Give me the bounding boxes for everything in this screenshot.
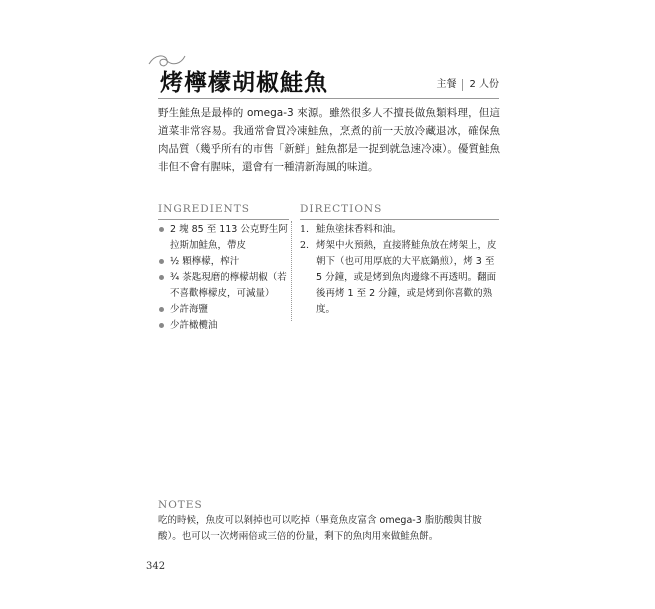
column-divider xyxy=(291,221,292,321)
ingredient-item xyxy=(158,270,289,302)
notes-heading: NOTES xyxy=(158,499,203,511)
recipe-intro: 野生鮭魚是最棒的 omega-3 來源。雖然很多人不擅長做魚類料理，但這道菜非常容易。我通常會買冷凍鮭魚，烹煮的前一天放冷藏退冰，確保魚肉品質（幾乎所有的市售「新鮮」鮭魚都是一捉到就急速冷凍）。優質鮭魚非但不會有腥味，還會有一種清新海風的味道。 xyxy=(158,107,500,173)
ingredient-text: 2 塊 85 至 113 公克野生阿拉斯加鮭魚，帶皮 xyxy=(170,224,288,251)
step-text: 烤架中火預熱，直接將鮭魚放在烤架上，皮朝下（也可用厚底的大平底鍋煎），烤 3 至 5 分鐘，或是烤到魚肉邊緣不再透明。翻面後再烤 1 至 2 分鐘，或是烤到你喜歡的熟度。 xyxy=(316,240,497,315)
direction-step xyxy=(300,222,500,238)
step-number: 2. xyxy=(300,240,310,251)
ingredients-list xyxy=(158,222,289,334)
bullet-icon xyxy=(159,275,164,280)
ingredients-heading: INGREDIENTS xyxy=(158,203,250,215)
ingredient-text: ¾ 茶匙現磨的檸檬胡椒（若不喜歡檸檬皮，可減量） xyxy=(170,272,287,299)
recipe-servings: 2 人份 xyxy=(469,79,499,90)
direction-step xyxy=(300,238,500,318)
ingredient-item xyxy=(158,254,289,270)
directions-rule xyxy=(300,219,499,220)
ingredient-item xyxy=(158,318,289,334)
ingredient-item xyxy=(158,222,289,254)
recipe-title: 烤檸檬胡椒鮭魚 xyxy=(160,70,328,96)
directions-heading: DIRECTIONS xyxy=(300,203,383,215)
ingredient-text: ½ 顆檸檬，榨汁 xyxy=(170,256,240,267)
meta-separator xyxy=(462,79,463,91)
recipe-category: 主餐 xyxy=(436,79,457,90)
bullet-icon xyxy=(159,259,164,264)
recipe-meta xyxy=(436,78,499,92)
ingredient-item xyxy=(158,302,289,318)
ingredient-text: 少許海鹽 xyxy=(170,304,209,315)
bullet-icon xyxy=(159,307,164,312)
bullet-icon xyxy=(159,323,164,328)
title-rule xyxy=(158,98,499,99)
directions-list xyxy=(300,222,500,318)
ingredient-text: 少許橄欖油 xyxy=(170,320,218,331)
ingredients-rule xyxy=(158,219,289,220)
step-number: 1. xyxy=(300,224,310,235)
step-text: 鮭魚塗抹香料和油。 xyxy=(316,224,402,235)
bullet-icon xyxy=(159,227,164,232)
page-number: 342 xyxy=(146,561,166,572)
notes-text: 吃的時候，魚皮可以剝掉也可以吃掉（畢竟魚皮富含 omega-3 脂肪酸與甘胺酸）。也可以一次烤兩倍或三倍的份量，剩下的魚肉用來做鮭魚餅。 xyxy=(158,515,482,542)
swirl-ornament-icon xyxy=(147,50,187,70)
